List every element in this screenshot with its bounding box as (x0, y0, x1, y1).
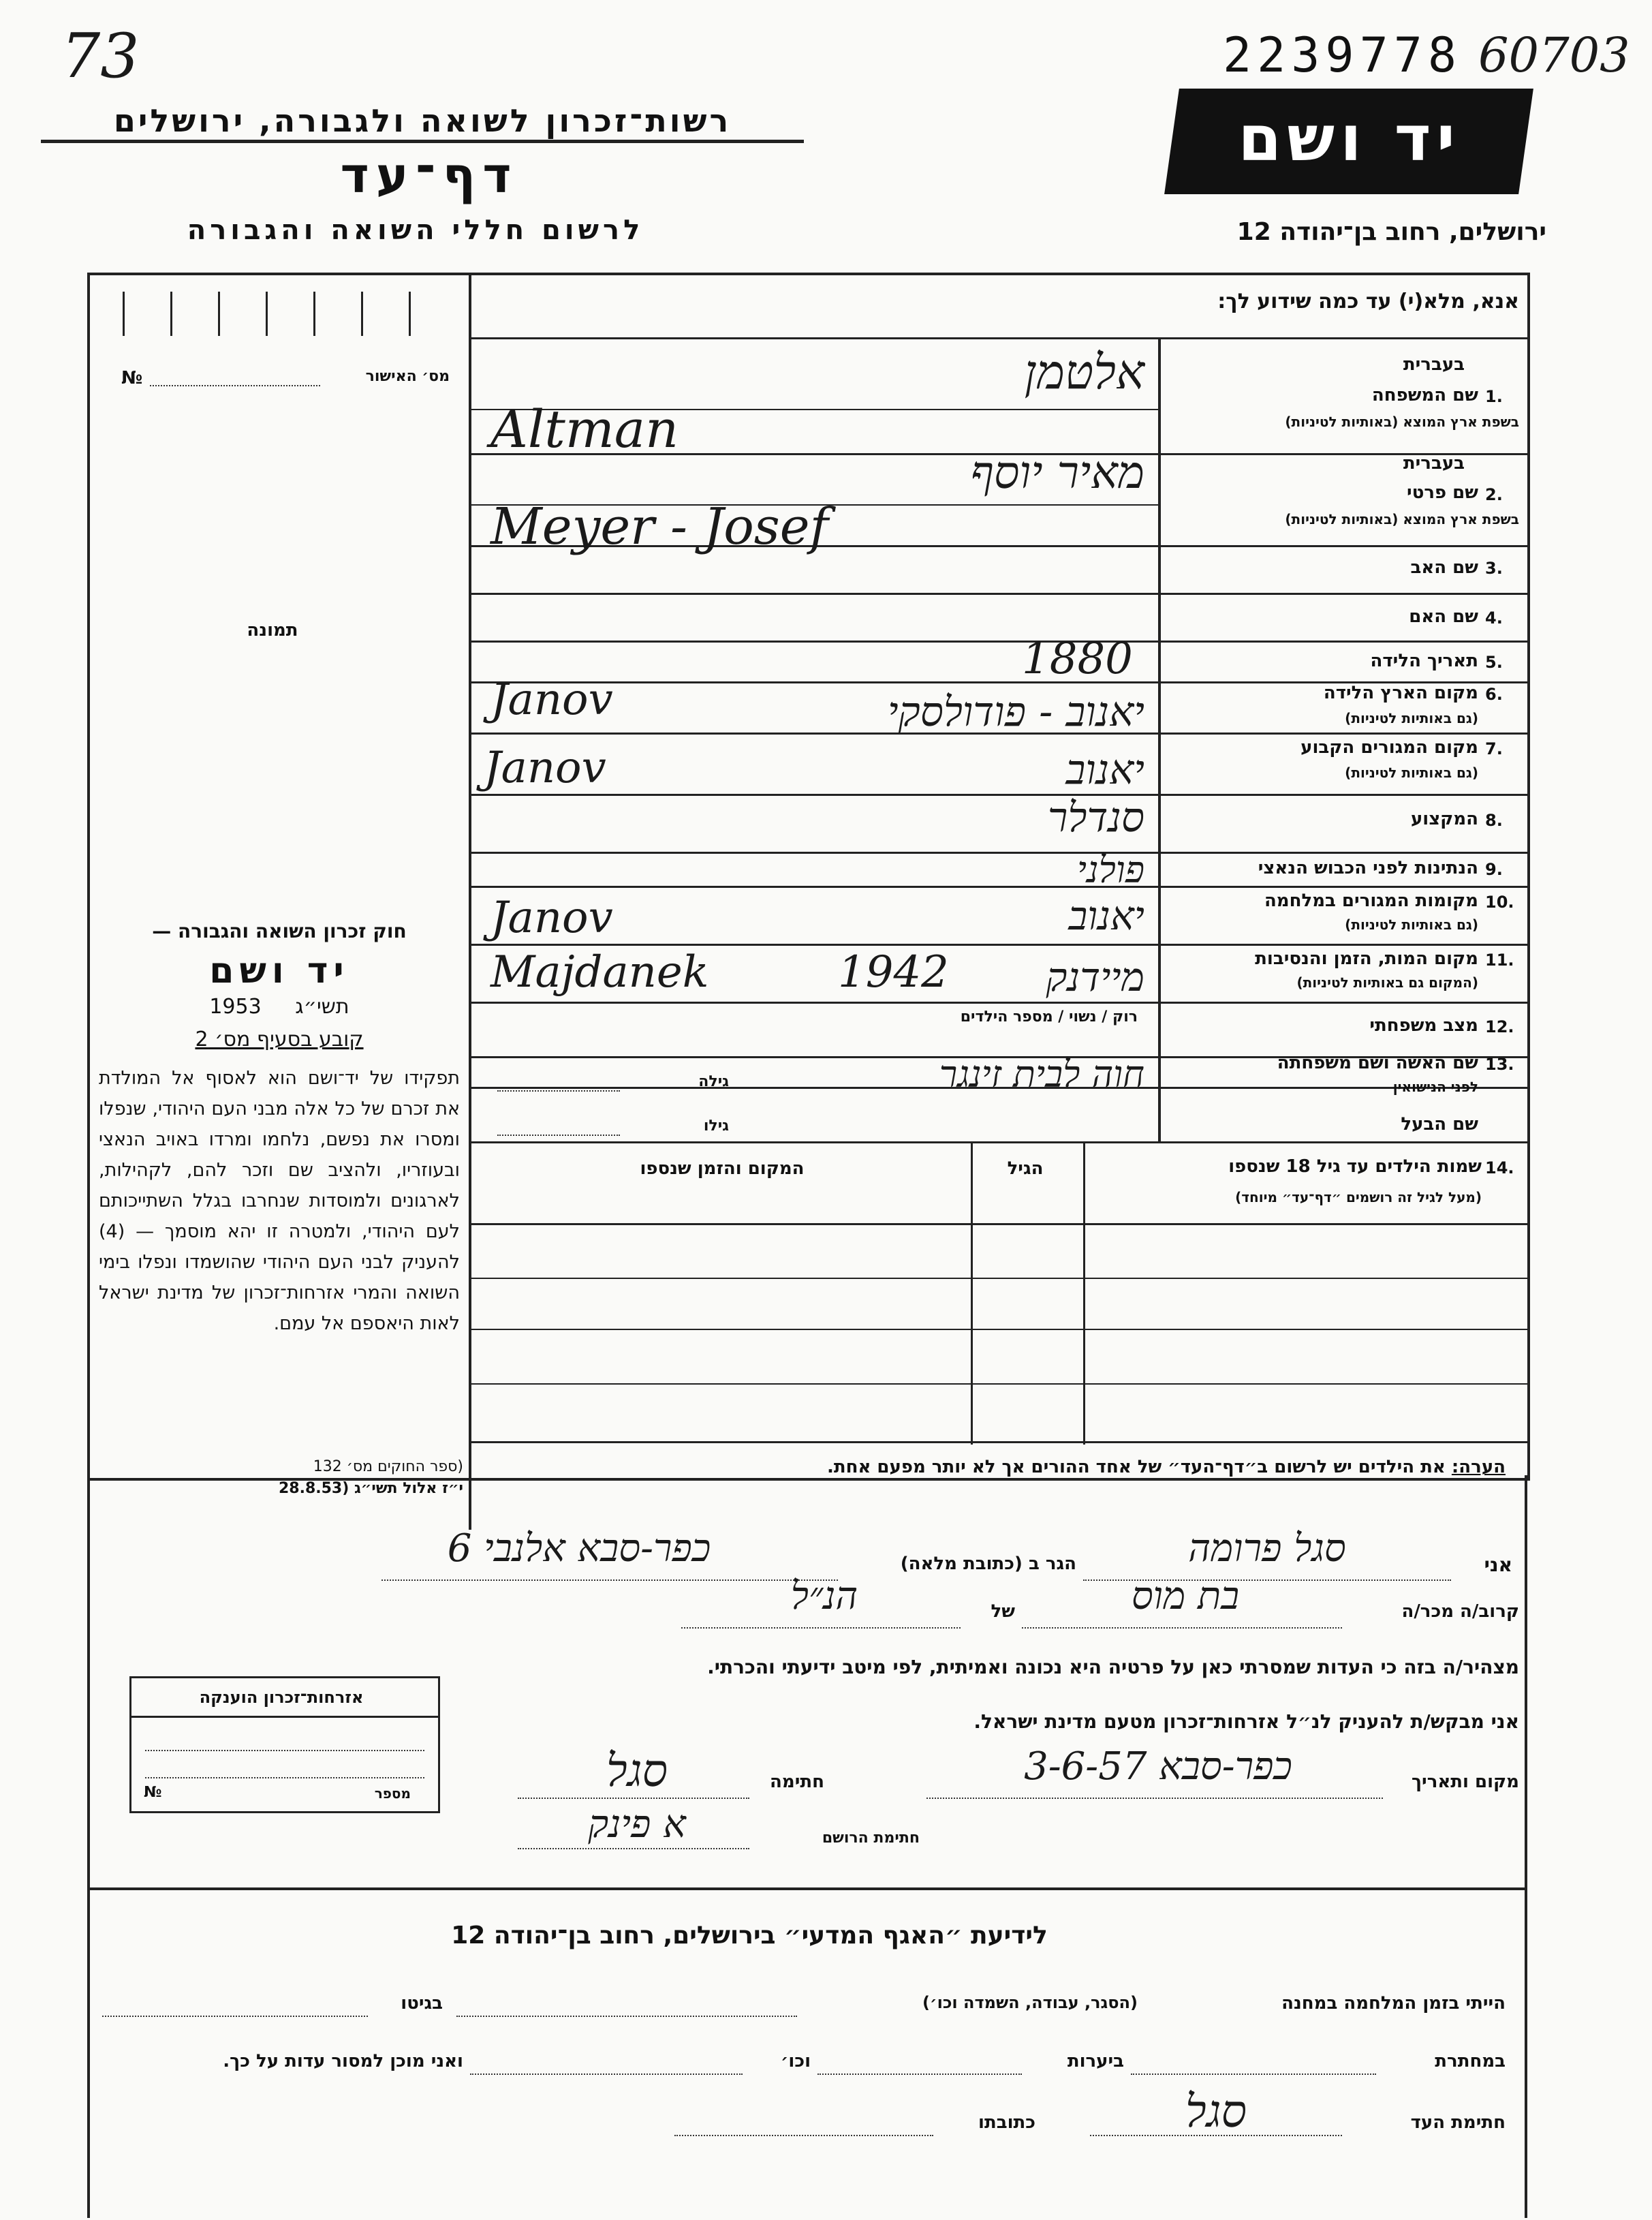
witness-signature-value: סגל (1185, 2085, 1247, 2138)
note-row (477, 1457, 1506, 1477)
surname-latin-value: Altman (490, 399, 679, 459)
citizenship-value: פולני (1076, 848, 1144, 891)
field-13-sub: לפני הנישואין (1392, 1079, 1478, 1095)
field-11-sub: (המקום גם באותיות לטיניות) (1296, 974, 1478, 991)
photo-number-label: מס׳ האישור (365, 368, 450, 385)
death-place-hebrew-value: מיידנק (1046, 954, 1144, 1000)
declarant-i-label: אני (1484, 1554, 1512, 1576)
wife-age-label: גילה (698, 1073, 729, 1090)
field-4-num: 4. (1485, 608, 1503, 628)
yad-vashem-logo (1164, 89, 1533, 194)
children-place-header: המקום והזמן שנספו (640, 1158, 805, 1179)
note-label: הערה: (1451, 1457, 1506, 1477)
field-6-label: מקום הארץ הלידה (1323, 683, 1478, 703)
field-7-label: מקום המגורים הקבוע (1300, 737, 1478, 758)
place-date-value: כפר-סבא 3-6-57 (1024, 1744, 1292, 1789)
residence-latin-value: Janov (484, 743, 606, 793)
signature-value: סגל (606, 1744, 668, 1797)
serial-number: 2239778 (1223, 27, 1463, 83)
in-hebrew-label-1: בעברית (1403, 354, 1465, 375)
recorder-label: חתימת הרושם (822, 1830, 920, 1847)
field-2-sub: בשפת ארץ המוצא (באותיות לטיניות) (1285, 511, 1519, 527)
field-8-label: המקצוע (1410, 809, 1478, 829)
surname-hebrew-value: אלטמן (1024, 344, 1144, 400)
sidebar-right-border (469, 273, 471, 1530)
ghetto-label: בגיטו (401, 1993, 443, 2014)
form-subtitle: לרשום חללי השואה והגבורה (187, 215, 644, 246)
given-name-hebrew-value: מאיר יוסף (970, 446, 1144, 499)
residence-hebrew-value: יאנוב (1065, 746, 1144, 794)
law-year-he: תשי״ג (295, 995, 349, 1019)
declarant-address-value: כפר-סבא אלנבי 6 (447, 1526, 711, 1571)
of-label: של (991, 1601, 1015, 1622)
place-date-label: מקום ותאריך (1412, 1772, 1519, 1792)
field-4-label: שם האם (1409, 606, 1478, 627)
profession-value: סנדלר (1047, 794, 1144, 842)
note-text: את הילדים יש לרשום ב״דף־העד״ של אחד ההורים אך לא יותר מפעם אחת. (826, 1457, 1446, 1477)
children-label: שמות הילדים עד גיל 18 שנספו (1228, 1156, 1482, 1177)
field-13-num: 13. (1485, 1055, 1514, 1074)
photo-label: תמונה (247, 620, 298, 641)
children-age-header: הגיל (1007, 1158, 1044, 1179)
page-number-note: 73 (61, 20, 140, 92)
field-1-sub: בשפת ארץ המוצא (באותיות לטיניות) (1285, 414, 1519, 430)
field-10-sub: (גם באותיות לטיניות) (1345, 916, 1478, 933)
org-line: רשות־זכרון לשואה ולגבורה, ירושלים (113, 102, 732, 139)
signature-label: חתימה (770, 1772, 824, 1792)
camp-types: (הסגר, עבודה, השמדה וכו׳) (922, 1993, 1138, 2012)
certificate-box (129, 1676, 440, 1813)
forests-label: ביערות (1067, 2051, 1124, 2071)
serial-note: 60703 (1478, 27, 1630, 83)
law-text: תפקידו של יד־ושם הוא לאסוף אל המולדת את זכרם של כל אלה מבני העם היהודי, שנפלו ומסרו את נפשם, נלחמו ומרדו באויב הנאצי ובעוזריו, ולהציב שם וזכר להם, לקהילות, לארגונים ולמוסדות שנחרבו בגלל השתייכותם לעם היהודי, ולמטרה זו יהא מוסמך — (4) להעניק לבני העם היהודי שהושמדו ונפלו בימי השואה והמרי אזרחות־זכרון של מדינת ישראל לאות היאספם אל עמם. (99, 1068, 460, 1334)
law-name: יד ושם (209, 951, 349, 991)
birth-date-value: 1880 (1022, 634, 1133, 684)
field-10-label: מקומות המגורים במלחמה (1264, 891, 1478, 911)
field-10-num: 10. (1485, 893, 1514, 912)
wartime-residence-hebrew-value: יאנוב (1068, 893, 1144, 939)
law-year-en: 1953 (209, 995, 262, 1019)
law-year (95, 995, 463, 1019)
logo-text: יד ושם (1238, 102, 1461, 175)
field-11-label: מקום המות, הזמן והנסיבות (1255, 949, 1478, 969)
form-intro: אנא, מלא(י) עד כמה שידוע לך: (1217, 290, 1519, 313)
field-5-label: תאריך הלידה (1370, 651, 1478, 671)
photo-no-symbol: № (121, 368, 143, 388)
law-clause: קובע בסעיף מס׳ 2 (195, 1028, 364, 1051)
death-year-value: 1942 (838, 947, 949, 998)
certificate-no-symbol: № (144, 1784, 162, 1801)
field-7-num: 7. (1485, 739, 1503, 758)
field-5-num: 5. (1485, 653, 1503, 672)
field-11-num: 11. (1485, 951, 1514, 970)
birthplace-hebrew-value: יאנוב - פודולסקי (887, 688, 1144, 736)
underground-label: במחתרת (1435, 2051, 1506, 2071)
relative-label: קרוב/ה מכר/ה (1401, 1601, 1519, 1622)
field-13-label: שם האשה ושם משפחתה (1277, 1053, 1478, 1073)
field-7-sub: (גם באותיות לטיניות) (1345, 765, 1478, 781)
field-9-num: 9. (1485, 860, 1503, 879)
law-title: חוק זכרון השואה והגבורה — (152, 920, 407, 942)
given-name-latin-value: Meyer - Josef (490, 497, 828, 556)
husband-label: שם הבעל (1401, 1114, 1478, 1135)
law-ref-1: (ספר החוקים מס׳ 132 (313, 1458, 463, 1475)
death-place-latin-value: Majdanek (490, 947, 709, 998)
declarant-name-value: סגל פרומה (1188, 1526, 1346, 1571)
declaration-statement-2: אני מבקש/ת להעניק לנ״ל אזרחות־זכרון מטעם מדינת ישראל. (973, 1710, 1519, 1733)
camp-label: הייתי בזמן המלחמה במחנה (1281, 1993, 1506, 2014)
label-column-border (1158, 337, 1161, 1141)
willing-testify-text: ואני מוכן למסור עדות על כך. (223, 2051, 463, 2071)
address-line: ירושלים, רחוב בן־יהודה 12 (1236, 218, 1546, 246)
of-value: הנ״ל (790, 1574, 858, 1618)
certificate-number-label: מספר (374, 1785, 411, 1802)
residing-label: הגר ב (כתובת מלאה) (900, 1554, 1076, 1574)
certificate-title: אזרחות־זכרון הוענקה (199, 1688, 364, 1707)
in-hebrew-label-2: בעברית (1403, 453, 1465, 474)
field-12-num: 12. (1485, 1017, 1514, 1036)
husband-age-label: גילו (703, 1117, 729, 1135)
wartime-residence-latin-value: Janov (490, 893, 613, 943)
bottom-heading: לידיעת ״האגף המדעי״ בירושלים, רחוב בן־יהודה 12 (451, 1922, 1048, 1949)
field-12-label: מצב משפחתי (1369, 1015, 1478, 1036)
org-underline (41, 140, 804, 143)
field-3-label: שם האב (1410, 557, 1478, 578)
field-2-num: 2. (1485, 485, 1503, 504)
declaration-statement-1: מצהיר/ה בזה כי העדות שמסרתי כאן על פרטיה היא נכונה ואמיתית, לפי מיטב ידיעתי והכרתי. (707, 1656, 1519, 1678)
field-6-sub: (גם באותיות לטיניות) (1345, 710, 1478, 726)
field-1-num: 1. (1485, 387, 1503, 406)
relation-value: בת מוס (1131, 1574, 1240, 1618)
witness-signature-label: חתימת העד (1410, 2112, 1506, 2133)
stamp-boxes (123, 292, 470, 336)
recorder-value: א פינק (588, 1802, 686, 1847)
etc-label: וכו׳ (780, 2051, 811, 2071)
form-title: דף־עד (340, 147, 518, 204)
field-9-label: הנתינות לפני הכבוש הנאצי (1258, 858, 1478, 878)
field-6-num: 6. (1485, 685, 1503, 704)
field-14-num: 14. (1485, 1158, 1514, 1177)
marital-status-options: רוק / נשוי / מספר הילדים (960, 1008, 1138, 1026)
field-8-num: 8. (1485, 811, 1503, 830)
wife-name-value: חוה לבית זינגר (939, 1053, 1144, 1096)
field-2-label: שם פרטי (1407, 482, 1478, 503)
children-sub: (מעל לגיל זה רושמים ״דף־עד״ מיוחד) (1235, 1189, 1482, 1205)
witness-address-label: כתובתו (978, 2112, 1035, 2133)
law-ref-2: י״ז אלול תשי״ג (28.8.53 (278, 1480, 463, 1497)
field-1-label: שם המשפחה (1371, 385, 1478, 405)
birthplace-latin-value: Janov (490, 675, 613, 725)
field-3-num: 3. (1485, 559, 1503, 578)
